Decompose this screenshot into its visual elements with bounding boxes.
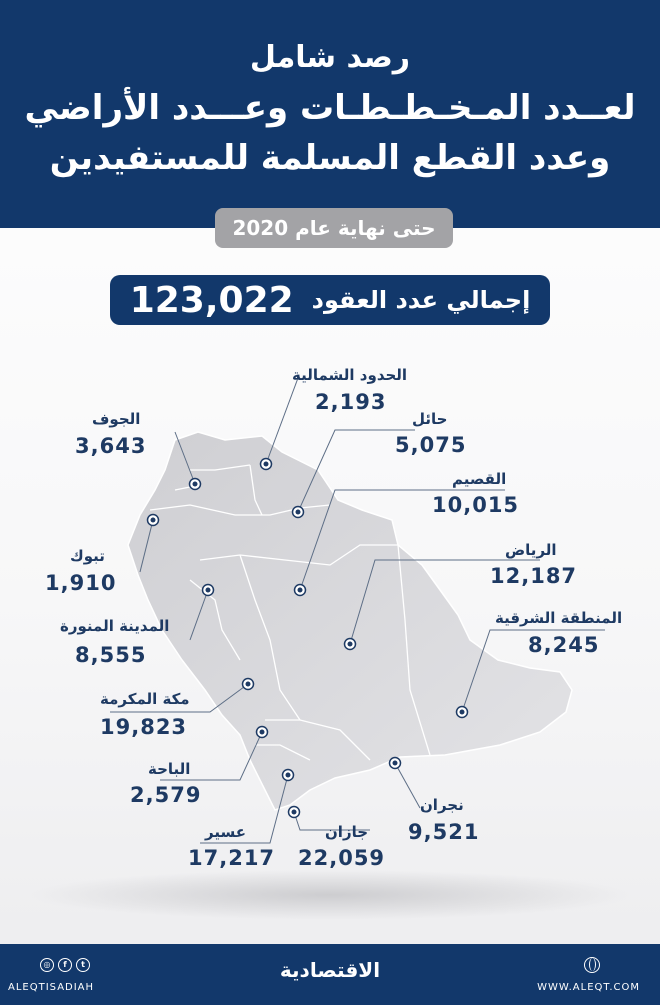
region-value-jouf: 3,643 — [75, 434, 147, 458]
region-label-hail: حائل — [412, 410, 448, 428]
region-marker-center — [193, 482, 198, 487]
social-handle[interactable]: ALEQTISADIAH — [8, 982, 95, 993]
map-shadow — [30, 870, 630, 920]
region-label-madinah: المدينة المنورة — [60, 617, 170, 635]
facebook-icon[interactable]: f — [58, 958, 72, 972]
region-value-madinah: 8,555 — [75, 643, 147, 667]
region-label-baha: الباحة — [148, 760, 191, 778]
region-label-makkah: مكة المكرمة — [100, 690, 190, 708]
region-marker-center — [151, 518, 156, 523]
region-label-najran: نجران — [420, 796, 464, 814]
total-value: 123,022 — [129, 279, 294, 321]
region-marker-center — [460, 710, 465, 715]
region-value-riyadh: 12,187 — [490, 564, 578, 588]
region-label-asir: عسير — [205, 823, 246, 841]
region-value-asir: 17,217 — [188, 846, 276, 870]
title-line-1: رصد شامل — [249, 40, 411, 75]
region-marker-center — [260, 730, 265, 735]
region-value-eastern: 8,245 — [528, 633, 600, 657]
region-value-tabuk: 1,910 — [45, 571, 117, 595]
region-value-hail: 5,075 — [395, 433, 467, 457]
region-marker-center — [206, 588, 211, 593]
region-marker-center — [292, 810, 297, 815]
region-label-tabuk: تبوك — [70, 547, 105, 565]
region-marker-center — [246, 682, 251, 687]
title-line-3: وعدد القطع المسلمة للمستفيدين — [49, 138, 611, 178]
brand-logo: الاقتصادية — [279, 958, 381, 982]
region-label-northern-borders: الحدود الشمالية — [292, 366, 408, 384]
total-label: إجمالي عدد العقود — [311, 286, 531, 314]
region-value-northern-borders: 2,193 — [315, 390, 387, 414]
region-marker-center — [264, 462, 269, 467]
region-value-qassim: 10,015 — [432, 493, 520, 517]
region-marker-center — [296, 510, 301, 515]
twitter-icon[interactable]: t — [76, 958, 90, 972]
instagram-icon[interactable]: ◎ — [40, 958, 54, 972]
region-label-jazan: جازان — [325, 823, 369, 841]
region-value-najran: 9,521 — [408, 820, 480, 844]
date-pill: حتى نهاية عام 2020 — [215, 208, 453, 248]
region-label-jouf: الجوف — [92, 410, 141, 428]
footer-bar — [0, 944, 660, 1005]
region-value-jazan: 22,059 — [298, 846, 386, 870]
website-link[interactable]: WWW.ALEQT.COM — [537, 982, 640, 993]
region-label-qassim: القصيم — [452, 470, 507, 488]
region-label-eastern: المنطقة الشرقية — [495, 609, 623, 627]
region-marker-center — [286, 773, 291, 778]
region-value-makkah: 19,823 — [100, 715, 188, 739]
region-value-baha: 2,579 — [130, 783, 202, 807]
region-marker-center — [298, 588, 303, 593]
region-marker-center — [393, 761, 398, 766]
title-line-2: لعــدد المـخـطـطـات وعـــدد الأراضي — [24, 88, 636, 128]
region-marker-center — [348, 642, 353, 647]
leader-line — [395, 763, 420, 808]
globe-icon — [584, 957, 600, 973]
region-label-riyadh: الرياض — [505, 541, 557, 559]
